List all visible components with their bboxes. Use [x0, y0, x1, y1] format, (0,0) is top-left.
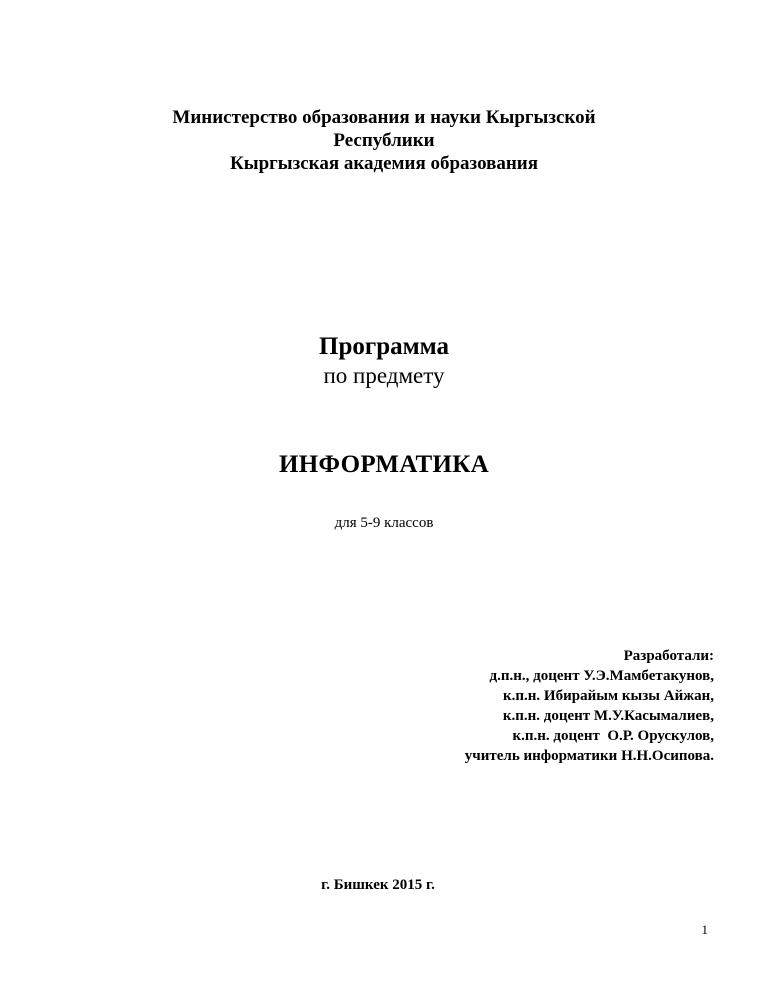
authors-heading: Разработали:	[623, 648, 714, 664]
page-number: 1	[701, 922, 708, 937]
author-item: учитель информатики Н.Н.Осипова.	[464, 748, 714, 764]
grades-label: для 5-9 классов	[334, 515, 434, 531]
author-item: к.п.н. доцент М.У.Касымалиев,	[502, 708, 714, 724]
academy-line: Кыргызская академия образования	[229, 153, 539, 174]
ministry-header	[0, 106, 768, 175]
author-item: д.п.н., доцент У.Э.Мамбетакунов,	[489, 668, 714, 684]
program-title: Программа	[319, 333, 449, 360]
ministry-line-2: Республики	[333, 130, 435, 151]
subject-title: ИНФОРМАТИКА	[279, 451, 489, 478]
program-subtitle: по предмету	[323, 363, 445, 388]
authors-block	[294, 646, 714, 766]
author-item: к.п.н. Ибирайым кызы Айжан,	[503, 688, 714, 704]
city-year: г. Бишкек 2015 г.	[321, 877, 435, 893]
author-item: к.п.н. доцент О.Р. Орускулов,	[512, 728, 714, 744]
ministry-line-1: Министерство образования и науки Кыргызской	[172, 107, 596, 128]
